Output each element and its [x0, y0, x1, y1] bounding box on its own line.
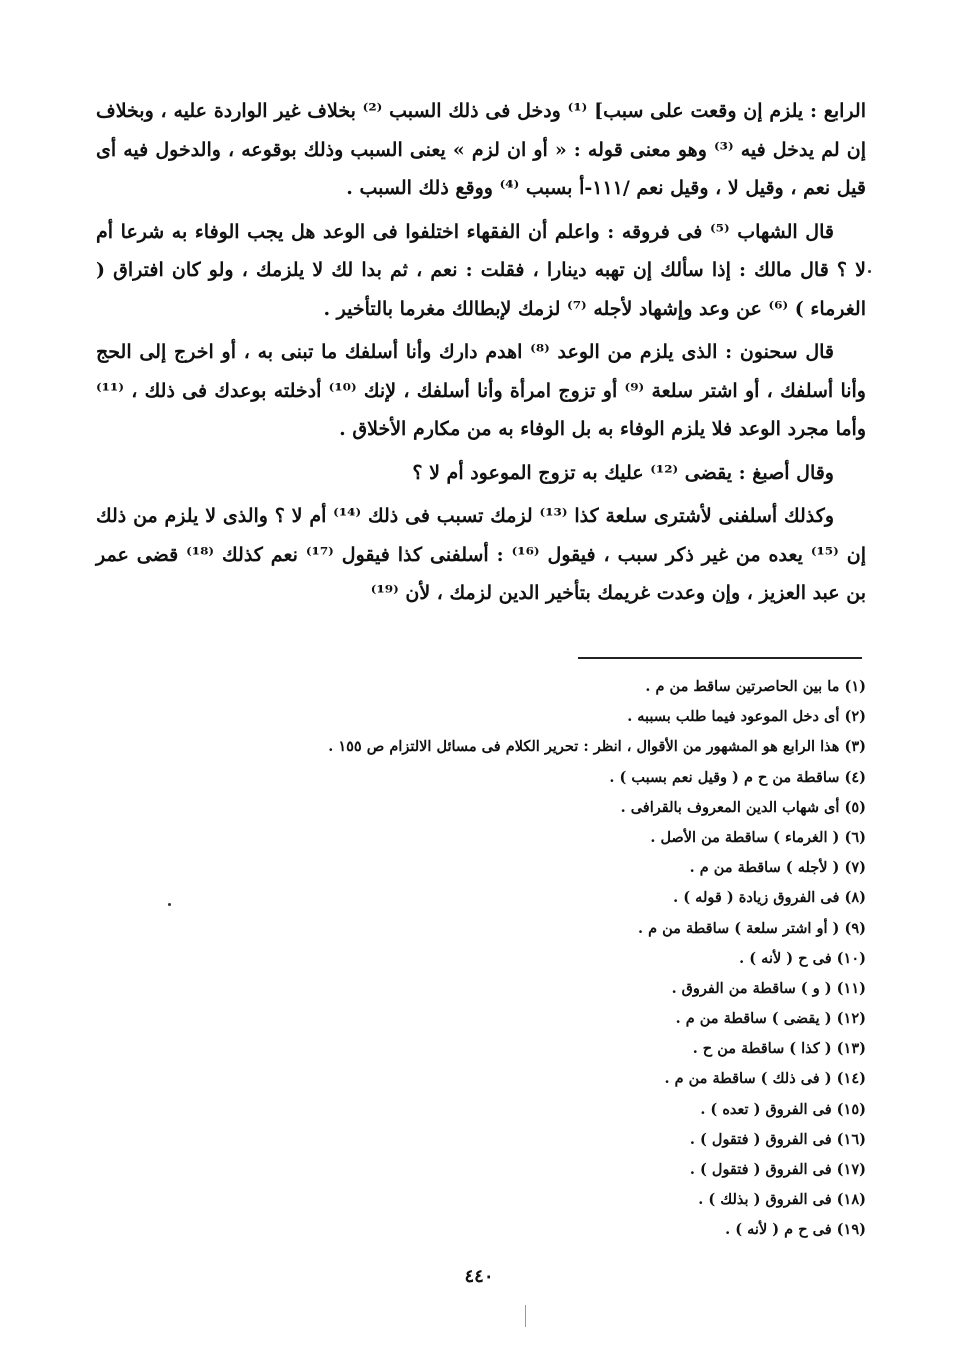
footnote-item: (١٣) ( كذا ) ساقطة من ح . [692, 1040, 866, 1058]
footnote-item: (٧) ( لأجله ) ساقطة من م . [689, 859, 866, 877]
footnote-item: (١٨) فى الفروق ( بذلك ) . [698, 1191, 866, 1209]
footnote-item: (١٢) ( يقضى ) ساقطة من م . [675, 1010, 866, 1028]
footnote-item: (٩) ( أو اشتر سلعة ) ساقطة من م . [638, 919, 866, 937]
paragraph: وقال أصبغ : يقضى ⁽¹²⁾ عليك به تزوج الموعود أم لا ؟ [412, 461, 834, 484]
footnote-item: (٤) ساقطة من ح م ( وقيل نعم بسبب ) . [609, 768, 866, 786]
footnote-separator [578, 657, 862, 659]
footnote-item: (٨) فى الفروق زيادة ( قوله ) . [673, 889, 866, 907]
footnote-item: (١٤) ( فى ذلك ) ساقطة من م . [664, 1070, 866, 1088]
paragraph: قال سحنون : الذى يلزم من الوعد ⁽⁸⁾ اهدم دارك وأنا أسلفك ما تبنى به ، أو اخرج إلى الحج وأنا أسلفك ، أو اشتر سلعة ⁽⁹⁾ أو تزوج امرأة وأنا أسلفك ، لإنك ⁽¹⁰⁾ أدخلته بوعدك فى ذلك ، ⁽¹¹⁾ وأما مجرد الوعد فلا يلزم الوفاء به بل الوفاء به من مكارم الأخلاق . [96, 341, 866, 440]
main-text [96, 92, 866, 618]
paragraph: وكذلك أسلفنى لأشترى سلعة كذا ⁽¹³⁾ لزمك تسبب فى ذلك ⁽¹⁴⁾ أم لا ؟ والذى لا يلزم من ذلك إن ⁽¹⁵⁾ يعده من غير ذكر سبب ، فيقول ⁽¹⁶⁾ : أسلفنى كذا فيقول ⁽¹⁷⁾ نعم كذلك ⁽¹⁸⁾ قضى عمر بن عبد العزيز ، وإن وعدت غريمك بتأخير الدين لزمك ، لأن ⁽¹⁹⁾ [96, 505, 866, 604]
footnote-item: (١٠) فى ح ( لأنه ) . [739, 949, 866, 967]
footnotes-list [96, 672, 866, 1246]
footnote-item: (١٥) فى الفروق ( تعده ) . [700, 1100, 866, 1118]
footnote-item: (١) ما بين الحاصرتين ساقط من م . [645, 678, 866, 695]
scan-mark [525, 1305, 526, 1327]
footnote-item: (١٦) فى الفروق ( فتقول ) . [689, 1130, 866, 1148]
footnote-item: (١٧) فى الفروق ( فتقول ) . [689, 1161, 866, 1178]
footnote-item: (٣) هذا الرابع هو المشهور من الأقوال ، انظر : تحرير الكلام فى مسائل الالتزام ص ١٥٥ . [328, 738, 866, 756]
footnote-item: (١٩) فى ح م ( لأنه ) . [725, 1221, 866, 1239]
scan-speck [168, 903, 171, 906]
footnote-item: (١١) ( و ) ساقطة من الفروق . [671, 979, 866, 997]
page-number: ٤٤٠ [464, 1266, 494, 1287]
paragraph: قال الشهاب ⁽⁵⁾ فى فروقه : واعلم أن الفقهاء اختلفوا فى الوعد هل يجب الوفاء به شرعا أم لا ؟ قال مالك : إذا سألك إن تهبه دينارا ، فقلت : نعم ، ثم بدا لك لا يلزمك ، ولو كان افتراق ( الغرماء ) ⁽⁶⁾ عن وعد وإشهاد لأجله ⁽⁷⁾ لزمك لإبطالك مغرما بالتأخير . [96, 220, 866, 320]
footnote-item: (٦) ( الغرماء ) ساقطة من الأصل . [650, 828, 866, 846]
paragraph: الرابع : يلزم إن وقعت على سبب] ⁽¹⁾ ودخل فى ذلك السبب ⁽²⁾ بخلاف غير الواردة عليه ، وبخلاف إن لم يدخل فيه ⁽³⁾ وهو معنى قوله : « أو ان لزم » يعنى السبب وذلك بوقوعه ، والدخول فيه أى قيل نعم ، وقيل لا ، وقيل نعم /١١١-أ بسبب ⁽⁴⁾ ووقع ذلك السبب . [96, 100, 867, 199]
footnote-item: (٥) أى شهاب الدين المعروف بالقرافى . [620, 798, 866, 816]
scan-speck [868, 270, 871, 273]
footnote-item: (٢) أى دخل الموعود فيما طلب بسببه . [627, 708, 866, 726]
